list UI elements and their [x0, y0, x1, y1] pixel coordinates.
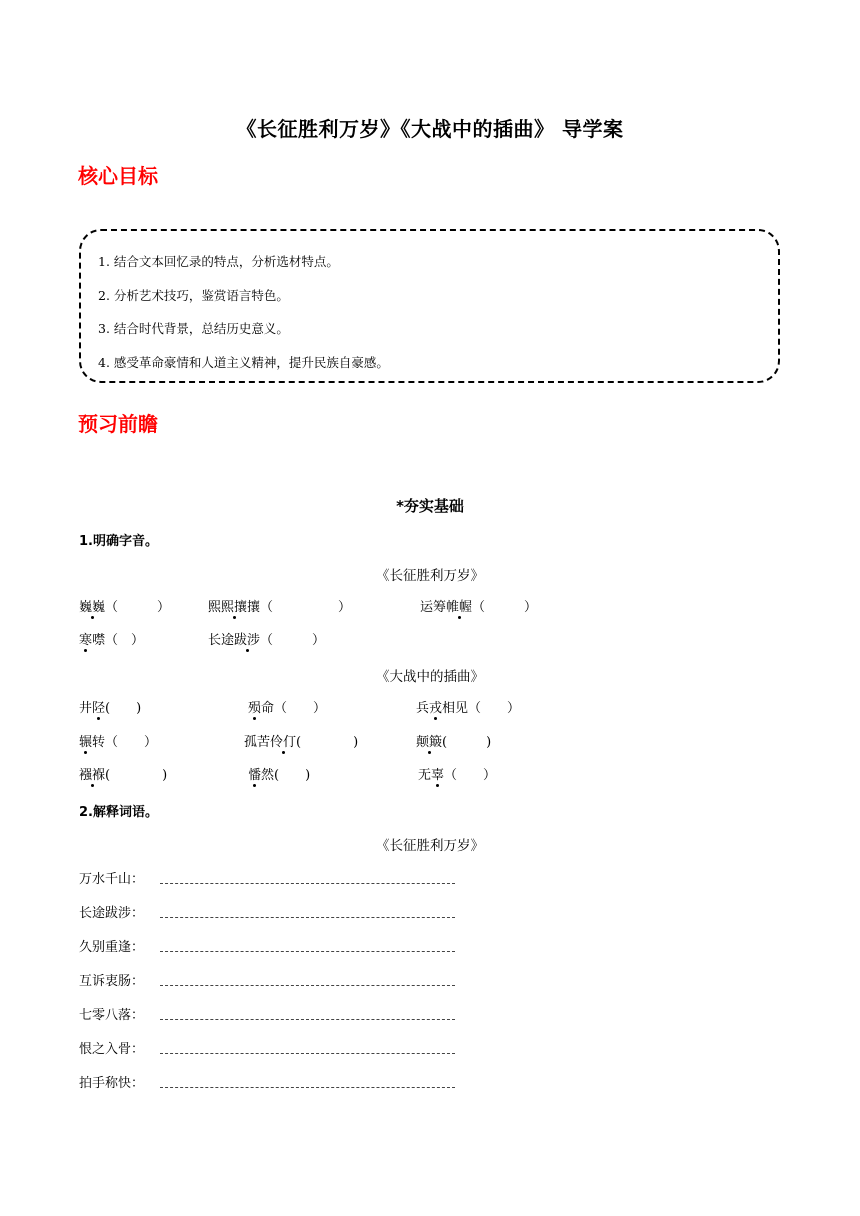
pinyin-item: [79, 629, 144, 648]
dotted-chars: 憣: [248, 764, 261, 783]
dotted-chars: 巍巍: [79, 596, 105, 615]
term-label: 互诉衷肠：: [79, 974, 145, 989]
dotted-chars: 帷幄: [446, 596, 472, 615]
answer-blank: （ ）: [444, 768, 497, 783]
pinyin-item: [79, 731, 157, 750]
answer-blank: ( ): [105, 768, 168, 783]
answer-blank: ( ): [296, 735, 359, 750]
question-2-label: 2.解释词语。: [79, 805, 158, 820]
answer-blank: ( ): [105, 701, 142, 716]
dotted-chars: 陉: [92, 697, 105, 716]
answer-line[interactable]: [160, 951, 455, 952]
dotted-chars: 跋涉: [234, 629, 260, 648]
pinyin-item: [208, 629, 325, 648]
subheading: *夯实基础: [396, 497, 464, 515]
pinyin-item: [416, 731, 491, 750]
answer-line[interactable]: [160, 985, 455, 986]
goal-item: 3. 结合时代背景，总结历史意义。: [98, 321, 289, 336]
dotted-chars: 襁褓: [79, 764, 105, 783]
goal-item: 4. 感受革命豪情和人道主义精神，提升民族自豪感。: [98, 355, 389, 370]
dotted-chars: 伶仃: [270, 731, 296, 750]
dotted-chars: 辗: [79, 731, 92, 750]
pinyin-item: [79, 697, 141, 716]
question-1-label: 1.明确字音。: [79, 534, 158, 549]
preview-heading: 预习前瞻: [78, 412, 158, 436]
core-goals-heading: 核心目标: [78, 164, 158, 188]
book-title-2: 《大战中的插曲》: [376, 669, 484, 685]
answer-line[interactable]: [160, 917, 455, 918]
answer-blank: ( ): [442, 735, 492, 750]
goal-item: 2. 分析艺术技巧，鉴赏语言特色。: [98, 288, 289, 303]
answer-blank: （ ）: [260, 633, 326, 648]
plain-chars: 长途: [208, 633, 235, 648]
answer-blank: 命（ ）: [261, 701, 327, 716]
term-label: 恨之入骨：: [79, 1042, 145, 1057]
term-label: 久别重逢：: [79, 940, 145, 955]
page-title: 《长征胜利万岁》《大战中的插曲》 导学案: [236, 117, 624, 141]
answer-blank: 噤（ ）: [92, 633, 145, 648]
plain-chars: 运筹: [420, 600, 447, 615]
answer-line[interactable]: [160, 1019, 455, 1020]
answer-blank: 转（ ）: [92, 735, 158, 750]
answer-blank: （ ）: [260, 600, 352, 615]
pinyin-item: [79, 596, 170, 615]
answer-blank: （ ）: [105, 600, 171, 615]
pinyin-item: [420, 596, 537, 615]
plain-chars: 兵: [416, 701, 430, 716]
dotted-chars: 辜: [431, 764, 444, 783]
pinyin-item: [248, 697, 326, 716]
dotted-chars: 颠簸: [416, 731, 442, 750]
term-label: 七零八落：: [79, 1008, 145, 1023]
term-label: 长途跋涉：: [79, 906, 145, 921]
pinyin-item: [79, 764, 167, 783]
answer-blank: （ ）: [472, 600, 538, 615]
dotted-chars: 戎: [429, 697, 442, 716]
dotted-chars: 殒: [248, 697, 261, 716]
answer-blank: 相见（ ）: [442, 701, 521, 716]
term-label: 拍手称快：: [79, 1076, 145, 1091]
book-title-3: 《长征胜利万岁》: [376, 838, 484, 854]
pinyin-item: [248, 764, 310, 783]
dotted-chars: 熙熙攘攘: [208, 596, 260, 615]
book-title-1: 《长征胜利万岁》: [376, 568, 484, 584]
pinyin-item: [244, 731, 358, 750]
term-label: 万水千山：: [79, 872, 145, 887]
plain-chars: 无: [418, 768, 432, 783]
pinyin-item: [418, 764, 496, 783]
answer-blank: 然( ): [261, 768, 311, 783]
pinyin-item: [208, 596, 351, 615]
pinyin-item: [416, 697, 520, 716]
plain-chars: 孤苦: [244, 735, 271, 750]
answer-line[interactable]: [160, 883, 455, 884]
answer-line[interactable]: [160, 1053, 455, 1054]
answer-line[interactable]: [160, 1087, 455, 1088]
goal-item: 1. 结合文本回忆录的特点，分析选材特点。: [98, 254, 339, 269]
dotted-chars: 寒: [79, 629, 92, 648]
plain-chars: 井: [79, 701, 93, 716]
